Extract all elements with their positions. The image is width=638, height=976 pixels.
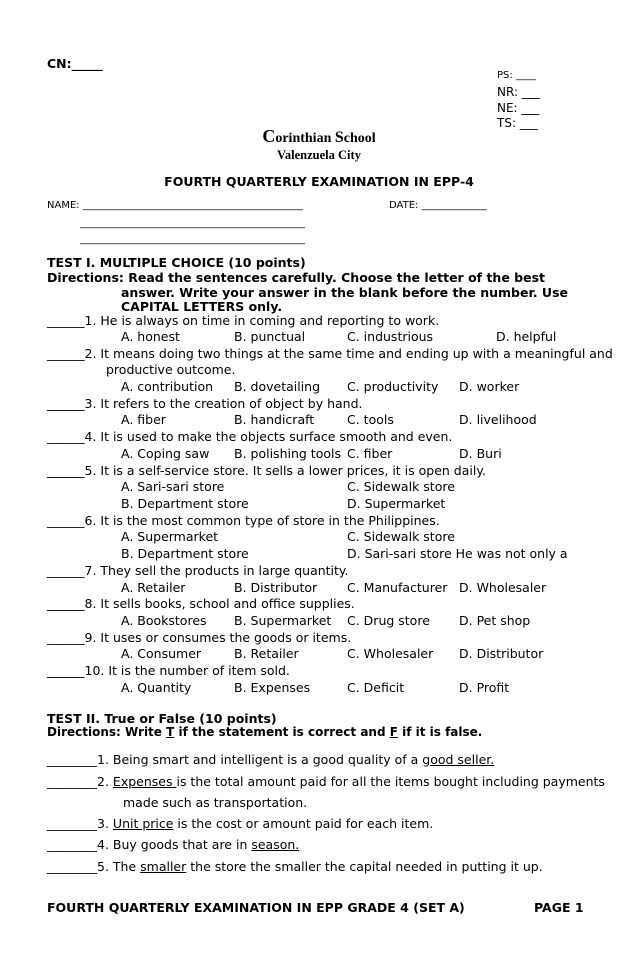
- option-c: C. Sidewalk store: [347, 479, 455, 494]
- question: ______10. It is the number of item sold.: [47, 663, 290, 678]
- test1-directions-2: answer. Write your answer in the blank before the number. Use: [121, 285, 568, 300]
- test1-directions-1: Directions: Read the sentences carefully. Choose the letter of the best: [47, 270, 545, 285]
- exam-title: FOURTH QUARTERLY EXAMINATION IN EPP-4: [164, 174, 474, 189]
- school-name: Corinthian School: [262, 126, 376, 146]
- option-a: A. Supermarket: [121, 529, 219, 544]
- nr-field: NR: ___: [497, 85, 540, 99]
- option-c: C. productivity: [347, 379, 439, 394]
- option-c: C. fiber: [347, 446, 393, 461]
- page-number: PAGE 1: [534, 900, 584, 915]
- cn-field: CN:_____: [47, 56, 103, 71]
- ps-field: PS: ____: [497, 70, 536, 81]
- option-c: C. Manufacturer: [347, 580, 448, 595]
- test1-directions-3: CAPITAL LETTERS only.: [121, 299, 283, 314]
- option-b: B. Department store: [121, 546, 249, 561]
- option-b: B. Department store: [121, 496, 249, 511]
- school-city: Valenzuela City: [277, 148, 361, 162]
- test2-directions: Directions: Write T if the statement is correct and F if it is false.: [47, 725, 483, 739]
- option-b: B. polishing tools: [234, 446, 341, 461]
- question: ______9. It uses or consumes the goods or items.: [47, 630, 352, 645]
- name-line-3: _____________________________________________: [80, 234, 305, 245]
- option-d: D. Supermarket: [347, 496, 446, 511]
- ts-field: TS: ___: [497, 116, 538, 130]
- date-field: DATE: _____________: [389, 200, 487, 211]
- option-d: D. helpful: [496, 329, 557, 344]
- tf-item: ________1. Being smart and intelligent is a good quality of a good seller.: [47, 752, 495, 767]
- option-a: A. Quantity: [121, 680, 192, 695]
- option-c: C. industrious: [347, 329, 434, 344]
- option-b: B. punctual: [234, 329, 306, 344]
- option-d: D. Sari-sari store He was not only a: [347, 546, 568, 561]
- option-a: A. honest: [121, 329, 180, 344]
- name-field: NAME: ____________________________________________: [47, 200, 303, 211]
- option-a: A. Consumer: [121, 646, 202, 661]
- question: ______2. It means doing two things at the same time and ending up with a meaningful and: [47, 346, 613, 361]
- option-c: C. Sidewalk store: [347, 529, 455, 544]
- tf-item-continued: made such as transportation.: [123, 795, 308, 810]
- option-c: C. Drug store: [347, 613, 430, 628]
- name-line-2: _____________________________________________: [80, 218, 305, 229]
- question: ______5. It is a self-service store. It sells a lower prices, it is open daily.: [47, 463, 486, 478]
- option-d: D. livelihood: [459, 412, 537, 427]
- question: ______6. It is the most common type of store in the Philippines.: [47, 513, 440, 528]
- question: ______4. It is used to make the objects surface smooth and even.: [47, 429, 453, 444]
- option-b: B. Expenses: [234, 680, 311, 695]
- option-b: B. Supermarket: [234, 613, 332, 628]
- option-c: C. Deficit: [347, 680, 405, 695]
- option-c: C. Wholesaler: [347, 646, 434, 661]
- tf-item: ________4. Buy goods that are in season.: [47, 837, 300, 852]
- tf-item: ________3. Unit price is the cost or amount paid for each item.: [47, 816, 434, 831]
- option-a: A. Sari-sari store: [121, 479, 225, 494]
- option-b: B. Retailer: [234, 646, 299, 661]
- option-b: B. handicraft: [234, 412, 315, 427]
- question-continued: productive outcome.: [106, 362, 236, 377]
- tf-item: ________5. The smaller the store the smaller the capital needed in putting it up.: [47, 859, 543, 874]
- option-a: A. fiber: [121, 412, 166, 427]
- option-d: D. worker: [459, 379, 520, 394]
- option-b: B. Distributor: [234, 580, 318, 595]
- option-d: D. Pet shop: [459, 613, 531, 628]
- question: ______7. They sell the products in large quantity.: [47, 563, 349, 578]
- option-a: A. contribution: [121, 379, 214, 394]
- test2-title: TEST II. True or False (10 points): [47, 711, 277, 726]
- question: ______8. It sells books, school and office supplies.: [47, 596, 355, 611]
- option-a: A. Coping saw: [121, 446, 210, 461]
- option-b: B. dovetailing: [234, 379, 321, 394]
- tf-item: ________2. Expenses is the total amount paid for all the items bought including payments: [47, 774, 605, 789]
- option-d: D. Distributor: [459, 646, 544, 661]
- option-d: D. Profit: [459, 680, 510, 695]
- option-d: D. Wholesaler: [459, 580, 547, 595]
- option-c: C. tools: [347, 412, 394, 427]
- question: ______3. It refers to the creation of object by hand.: [47, 396, 363, 411]
- question: ______1. He is always on time in coming and reporting to work.: [47, 313, 440, 328]
- ne-field: NE: ___: [497, 101, 540, 115]
- footer-title: FOURTH QUARTERLY EXAMINATION IN EPP GRADE 4 (SET A): [47, 900, 465, 915]
- option-a: A. Retailer: [121, 580, 186, 595]
- test1-title: TEST I. MULTIPLE CHOICE (10 points): [47, 255, 306, 270]
- option-a: A. Bookstores: [121, 613, 207, 628]
- option-d: D. Buri: [459, 446, 502, 461]
